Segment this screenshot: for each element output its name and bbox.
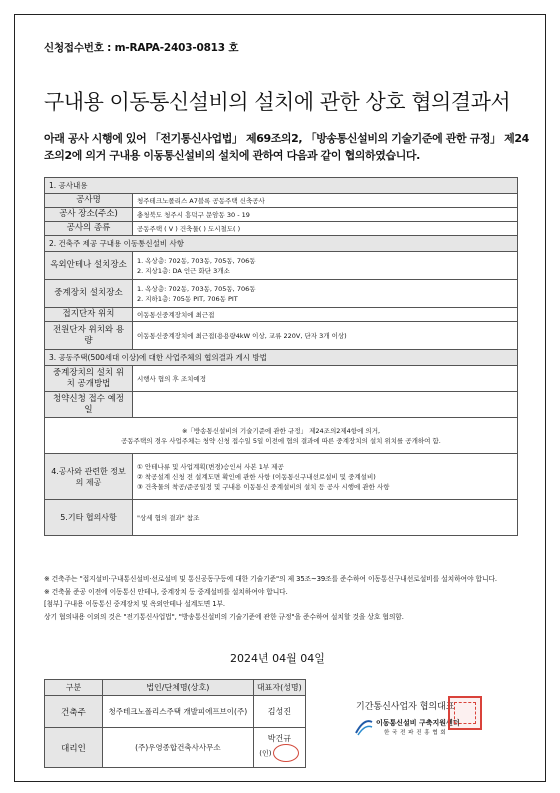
section-3-header: 3. 공동주택(500세대 이상)에 대한 사업주체의 협의결과 게시 방법 [45,350,518,366]
owner-representative: 김성진 [253,696,305,728]
post-method-value: 시행사 협의 후 조치예정 [133,366,518,392]
outdoor-antenna-value [133,252,518,280]
official-seal-icon [448,696,482,730]
relay-value [133,280,518,308]
outdoor-antenna-line-2: 2. 지상1층: DA 인근 화단 3개소 [137,266,230,275]
intro-text: 아래 공사 시행에 있어 「전기통신사업법」 제69조의2, 「방송통신설비의 기술기준에 관한 규정」 제24조의2에 의거 구내용 이동통신설비의 설치에 관하여 다음과 같이 협의하였습니다. [44,132,529,162]
power-label: 전원단자 위치와 용량 [45,322,133,350]
type-label: 공사의 종류 [45,222,133,236]
type-value: 공동주택 ( V ) 건축물( ) 도시철도( ) [133,222,518,236]
agent-role: 대리인 [45,728,103,768]
agent-stamp-mark: (인) [259,749,272,758]
agent-stamp [256,744,303,762]
owner-organization: 청주테크노폴리스주택 개발피에프브이(주) [103,696,254,728]
post-method-label: 중계장치의 설치 위치 공개방법 [45,366,133,392]
org-name: 이동통신설비 구축지원센터 [376,719,460,727]
document-title: 구내용 이동통신설비의 설치에 관한 상호 협의결과서 [44,90,511,114]
power-value: 이동통신중계장치에 최근접(용용량4kW 이상, 교류 220V, 단자 3개 이상) [133,322,518,350]
signatory-table [44,679,306,768]
ground-label: 접지단자 위치 [45,308,133,322]
notes [44,573,524,623]
site-value: 충청북도 청주시 흥덕구 문암동 30 - 19 [133,208,518,222]
header-category: 구분 [45,680,103,696]
section-1-header: 1. 공사내용 [45,178,518,194]
project-name-label: 공사명 [45,194,133,208]
note-3: [첨부] 구내용 이동통신 중계장치 및 옥외안테나 설계도면 1부. [44,600,225,608]
info-label: 4.공사와 관련한 정보의 제공 [45,454,133,500]
note-4: 상기 협의내용 이외의 것은 "전기통신사업법", "방송통신설비의 기술기준에 관한 규정"을 준수하여 설치할 것을 상호 협의함. [44,612,404,621]
ground-value: 이동통신중계장치에 최근접 [133,308,518,322]
notice-line-2: 공동주택의 경우 사업주체는 청약 신청 접수일 5일 이전에 협의 결과에 따른 중계장치의 설치 위치를 공개하여 함. [121,436,441,445]
notice-cell [45,418,518,454]
info-line-2: ② 착공설계 신청 전 설계도면 확인에 관한 사항 (이동통신구내선로설비 및 중계설비) [137,472,376,481]
section-2-header: 2. 건축주 제공 구내용 이동통신설비 사항 [45,236,518,252]
info-value [133,454,518,500]
outdoor-antenna-line-1: 1. 옥상층: 702동, 703동, 705동, 706동 [137,256,256,265]
agreement-date: 2024년 04월 04일 [230,652,325,665]
note-1: ※ 건축주는 "접지설비·구내통신설비·선로설비 및 통신공동구등에 대한 기술기준"의 제 35조~39조를 준수하여 이동통신구내선로설비를 설치하여야 합니다. [44,575,497,583]
issuer-title: 기간통신사업자 협의대표 [356,702,455,712]
agent-representative: 박건규 [267,734,291,743]
apply-date-label: 청약신청 접수 예정일 [45,392,133,418]
relay-line-1: 1. 옥상층: 702동, 703동, 705동, 706동 [137,284,256,293]
owner-role: 건축주 [45,696,103,728]
registration-number: 신청접수번호 : m-RAPA-2403-0813 호 [44,42,239,54]
apply-date-value [133,392,518,418]
header-organization: 법인/단체명(상호) [103,680,254,696]
agent-seal-icon [273,744,299,762]
notice-line-1: ※「방송통신설비의 기술기준에 관한 규정」 제24조의2제4항에 의거, [181,426,381,435]
rapa-logo-icon [354,718,374,736]
seal-inner-icon [454,702,476,724]
relay-line-2: 2. 지하1층: 705동 PIT, 706동 PIT [137,294,238,303]
consultation-table [44,177,518,536]
project-name-value: 청주테크노폴리스 A7블록 공동주택 신축공사 [133,194,518,208]
info-line-1: ① 안테나류 및 사업계획(변경)승인서 사본 1부 제공 [137,462,284,471]
outdoor-antenna-label: 옥외안테나 설치장소 [45,252,133,280]
org-subname: 한 국 전 파 진 흥 협 회 [384,730,447,736]
relay-label: 중계장치 설치장소 [45,280,133,308]
other-label: 5.기타 협의사항 [45,500,133,536]
site-label: 공사 장소(주소) [45,208,133,222]
agent-organization: (주)우영종합건축사사무소 [103,728,254,768]
other-value: "상세 협의 결과" 참조 [133,500,518,536]
agent-representative-cell [253,728,305,768]
note-2: ※ 건축물 준공 이전에 이동통신 안테나, 중계장치 등 중계설비를 설치하여야 합니다. [44,587,288,596]
header-representative: 대표자(성명) [253,680,305,696]
info-line-3: ③ 건축물의 착공/준공일정 및 구내용 이동통신 중계설비의 설치 등 공사 시행에 관한 사항 [137,482,390,491]
